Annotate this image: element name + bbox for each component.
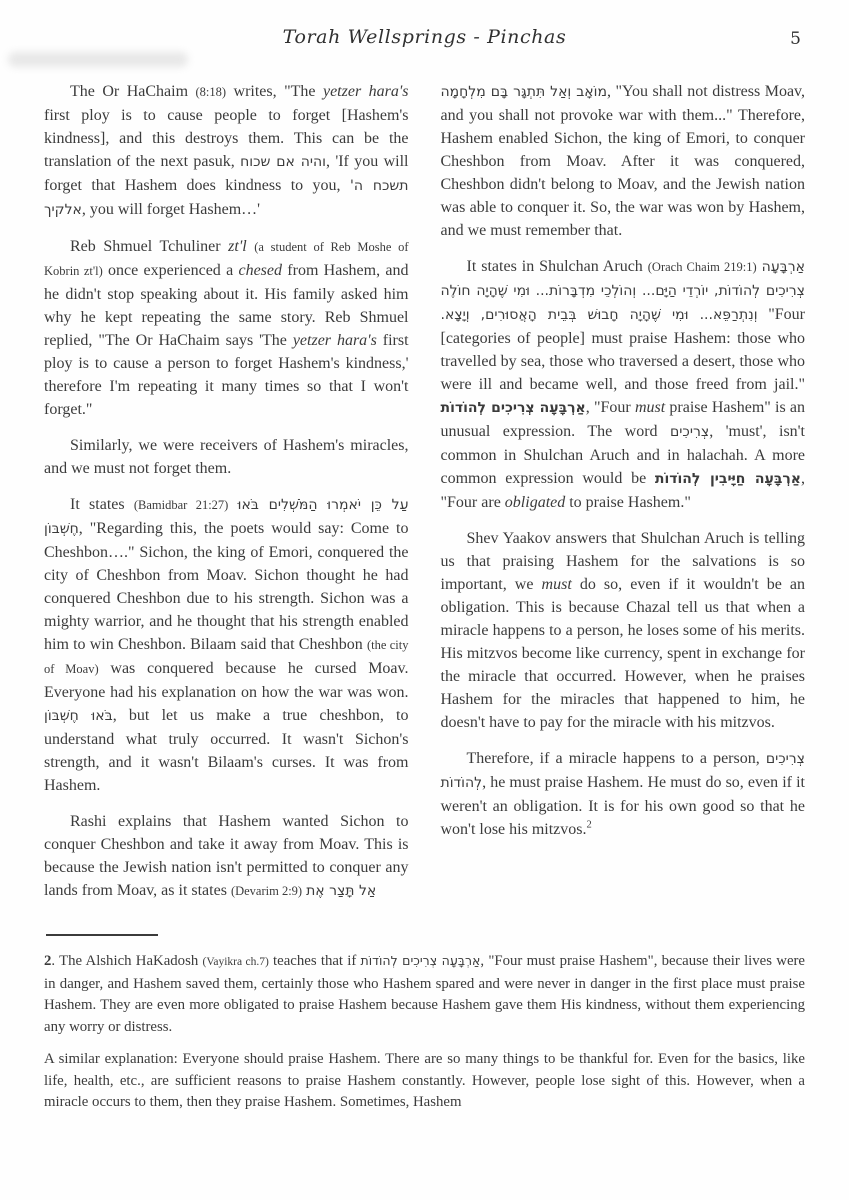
text-run: writes, "The xyxy=(226,83,323,100)
hebrew-phrase: צְרִיכִים לְהוֹדוֹת xyxy=(440,751,805,791)
text-run: , "Four xyxy=(585,399,635,416)
citation: (Vayikra ch.7) xyxy=(202,956,269,968)
text-run: , you will forget Hashem…' xyxy=(81,201,261,218)
text-run: first ploy is to cause a person to forget Hashem's kindness,' therefore I'm repeating it many times so that I won't forget." xyxy=(44,332,409,418)
page-header xyxy=(44,26,805,54)
text-run: , "Regarding this, the poets would say: Come to Cheshbon…." Sichon, the king of Emori, conquered the city of Cheshbon from Moav. Sichon thought he had conquered Cheshbon due to his strength. Sichon was a mighty warrior, and he thought that his strength enabled him to win Cheshbon. Bilaam said that Cheshbon xyxy=(44,520,409,653)
text-run xyxy=(228,496,237,513)
text-run: , but let us make a true cheshbon, to understand what truly occurred. It wasn't Sichon's strength, and it wasn't Bilaam's curses. It was from Hashem. xyxy=(44,707,409,794)
text-run: teaches that if xyxy=(268,953,361,969)
text-run: , 'If you will forget that Hashem does kindness to you, xyxy=(44,153,409,194)
hebrew-phrase: תשכח ה' אלקיך xyxy=(44,178,409,218)
text-run: first ploy is to cause people to forget [Hashem's kindness], and this destroys them. This can be the translation of the next pasuk, xyxy=(44,107,409,170)
footnote-marker: 2 xyxy=(586,819,592,831)
citation: (the city of Moav) xyxy=(44,638,409,676)
text-run: to praise Hashem." xyxy=(565,494,691,511)
text-run: , "Four are xyxy=(440,470,805,511)
paragraph xyxy=(441,80,806,242)
text-run: obligated xyxy=(504,494,566,511)
scan-artifact xyxy=(8,52,188,67)
hebrew-phrase: עַל כֵּן יֹאמְרוּ הַמֹּשְׁלִים בֹּאוּ חֶשְׁבּוֹן xyxy=(44,497,409,537)
text-run: Rashi explains that Hashem wanted Sichon to conquer Cheshbon and take it away from Moav. This is because the Jewish nation isn't permitted to conquer any lands from Moav, as it states xyxy=(44,813,409,899)
text-run: , he must praise Hashem. He must do so, even if it weren't an obligation. It is for his own good so that he won't lose his mitzvos. xyxy=(440,774,805,838)
left-column xyxy=(44,80,409,916)
text-run: must xyxy=(634,399,666,416)
text-run: . The Alshich HaKadosh xyxy=(51,953,203,969)
hebrew-phrase: אַרְבָּעָה צְרִיכִים לְהוֹדוֹת xyxy=(440,400,586,416)
paragraph xyxy=(44,434,409,480)
footnote-section xyxy=(44,934,805,1114)
text-run: yetzer hara's xyxy=(322,83,409,100)
paragraph xyxy=(44,810,409,903)
footnote-divider xyxy=(46,934,158,936)
citation: (Devarim 2:9) xyxy=(230,884,303,898)
text-run: A similar explanation: Everyone should praise Hashem. There are so many things to be thankful for. Even for the basics, like life, health, etc., are sufficient reasons to praise Hashem constantly. However, people lose sight of this. However, when a miracle occurs to them, then they praise Hashem. Sometimes, Hashem xyxy=(44,1051,805,1110)
paragraph xyxy=(44,1049,805,1114)
page-number: 5 xyxy=(790,29,801,49)
text-run: once experienced a xyxy=(102,262,239,279)
paragraph xyxy=(441,255,806,514)
hebrew-phrase: והיה אם שכוח xyxy=(240,154,326,170)
text-run: The Or HaChaim xyxy=(70,83,196,100)
text-run: do so, even if it wouldn't be an obligation. This is because Chazal tell us that when a miracle happens to a person, he loses some of his merits. His mitzvos become like currency, spent in exchange for the miracle that occurred. However, when he praises Hashem for the miracles that happened to him, he doesn't have to pay for the miracle with his mitzvos. xyxy=(440,576,806,731)
hebrew-phrase: מוֹאָב וְאַל תִּתְגָּר בָּם מִלְחָמָה xyxy=(440,84,607,100)
citation: (Orach Chaim 219:1) xyxy=(647,260,757,274)
text-run: Shev Yaakov answers that Shulchan Aruch is telling us that praising Hashem for the salvations is so important, we xyxy=(440,530,805,593)
hebrew-phrase: אַרְבָּעָה צְרִיכִים לְהוֹדוֹת, יוֹרְדֵי הַיָּם... וְהוֹלְכֵי מִדְבָּרוֹת... וּמִי שֶׁהָיָה חוֹלֶה וְנִתְרַפֵּא... וּמִי שֶׁהָיָה חָבוּשׁ בְּבֵית הָאֲסוּרִים, וְיָצָא. xyxy=(440,259,805,323)
footnote-text xyxy=(44,950,805,1114)
citation: (Bamidbar 21:27) xyxy=(133,498,229,512)
paragraph xyxy=(441,527,806,734)
text-run: was conquered because he cursed Moav. Everyone had his explanation on how the war was won. xyxy=(44,660,409,701)
hebrew-phrase: צְרִיכִים xyxy=(670,424,710,440)
text-run: , 'must', isn't common in Shulchan Aruch and in halachah. A more common expression would be xyxy=(440,423,805,487)
text-run: Therefore, if a miracle happens to a person, xyxy=(466,750,766,767)
text-run: It states xyxy=(70,496,134,513)
paragraph xyxy=(44,493,409,797)
text-run: , "Four must praise Hashem", because their lives were in danger, and Hashem saved them, certainly those who Hashem spared and were never in danger in the first place must praise Hashem. They are even more obligated to praise Hashem because Hashem gave them His kindness, without them experiencing any worry or distress. xyxy=(44,953,806,1035)
citation: (8:18) xyxy=(195,85,227,99)
text-run: 2 xyxy=(44,953,52,969)
hebrew-phrase: אַרְבָּעָה חַיָּיבִין לְהוֹדוֹת xyxy=(654,471,801,487)
paragraph xyxy=(441,747,806,841)
text-run: , "You shall not distress Moav, and you shall not provoke war with them..." Therefore, Hashem enabled Sichon, the king of Emori, to conquer Cheshbon from Moav. After it was conquered, Cheshbon didn't belong to Moav, and the Jewish nation was able to conquer it. So, the war was won by Hashem, and we must remember that. xyxy=(440,83,806,239)
citation: (a student of Reb Moshe of Kobrin zt'l) xyxy=(44,240,409,278)
paragraph xyxy=(44,80,409,222)
hebrew-phrase: אַל תָּצַר אֶת xyxy=(306,883,377,899)
text-run: zt'l xyxy=(228,238,247,255)
hebrew-phrase: בֹּאוּ חֶשְׁבּוֹן xyxy=(44,708,113,724)
text-run: "Four [categories of people] must praise Hashem: those who travelled by sea, those who traversed a desert, those who were ill and became well, and those freed from jail." xyxy=(440,306,805,393)
text-run: chesed xyxy=(238,262,282,279)
hebrew-phrase: אַרְבָּעָה צְרִיכִים לְהוֹדוֹת xyxy=(360,953,481,968)
page-title: Torah Wellsprings - Pinchas xyxy=(282,26,567,48)
two-column-body xyxy=(44,80,805,916)
text-run: yetzer hara's xyxy=(292,332,377,349)
right-column xyxy=(441,80,806,916)
text-run: praise Hashem" is an unusual expression. The word xyxy=(440,399,805,440)
text-run: Reb Shmuel Tchuliner xyxy=(70,238,229,255)
text-run: Similarly, we were receivers of Hashem's miracles, and we must not forget them. xyxy=(44,437,409,477)
text-run: from Hashem, and he didn't stop speaking about it. His family asked him why he kept repeating the same story. Reb Shmuel replied, "The Or HaChaim says 'The xyxy=(44,262,409,349)
text-run: must xyxy=(541,576,572,593)
text-run: It states in Shulchan Aruch xyxy=(466,258,648,275)
paragraph xyxy=(44,235,409,421)
paragraph xyxy=(44,950,805,1038)
